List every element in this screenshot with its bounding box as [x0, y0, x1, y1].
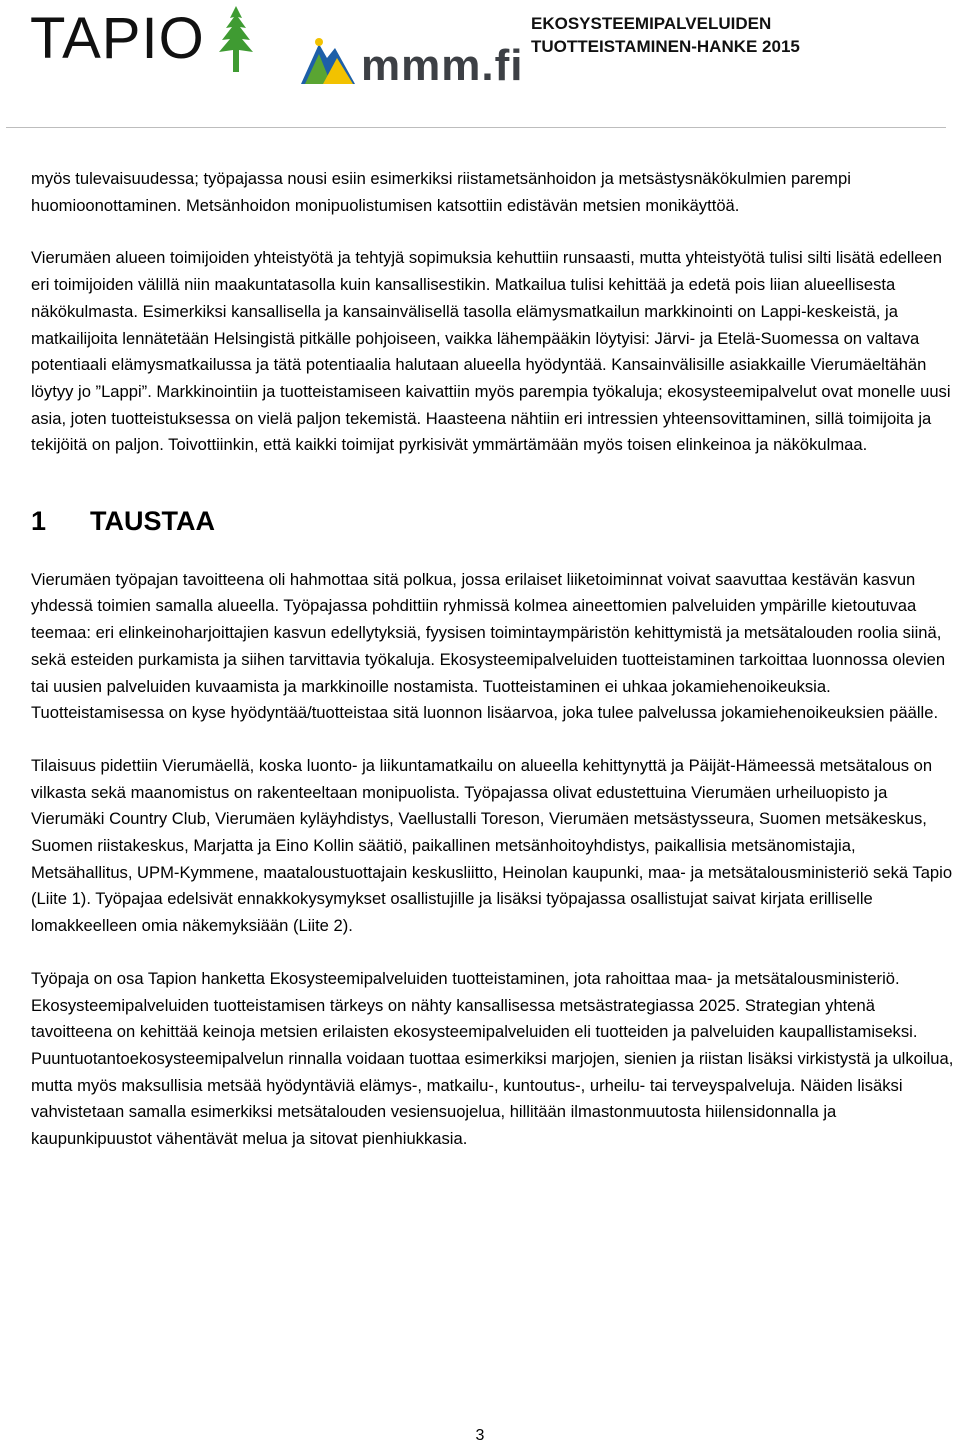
- project-title-line-2: TUOTTEISTAMINEN-HANKE 2015: [531, 37, 800, 56]
- mmm-wordmark: mmm.fi: [361, 41, 524, 90]
- section-title: TAUSTAA: [90, 506, 216, 537]
- mmm-logo-icon: [297, 32, 357, 88]
- section-number: 1: [31, 506, 47, 537]
- tapio-wordmark: TAPIO: [30, 6, 205, 71]
- project-title-line-1: EKOSYSTEEMIPALVELUIDEN: [531, 14, 772, 33]
- paragraph: Työpaja on osa Tapion hanketta Ekosysteemipalveluiden tuotteistaminen, jota rahoittaa maa- ja metsätalousministeriö. Ekosysteemipalveluiden tuotteistamisen tärkeys on nähty kansallisessa metsästrategiassa 2025. Strategian yhtenä tavoitteena on kehittää keinoja metsien erilaisten ekosysteemipalveluiden eli tuotteiden ja palveluiden kaupallistamiseksi. Puuntuotantoekosysteemipalvelun rinnalla voidaan tuottaa esimerkiksi marjojen, sienien ja riistan lisäksi virkistystä ja ulkoilua, mutta myös maksullisia metsää hyödyntäviä elämys-, matkailu-, kuntoutus-, urheilu- tai terveyspalveluja. Näiden lisäksi vahvistetaan samalla esimerkiksi metsätalouden vesiensuojelua, hillitään ilmastonmuutosta hiilensidonnalla ja kaupunkipuustot vähentävät melua ja sitovat pienhiukkasia.: [31, 968, 954, 1149]
- tapio-tree-icon: [215, 6, 257, 72]
- section-heading: [31, 507, 956, 537]
- page-number: 3: [475, 1427, 485, 1444]
- mmm-logo: [297, 28, 523, 88]
- paragraph: Tilaisuus pidettiin Vierumäellä, koska luonto- ja liikuntamatkailu on alueella kehittynyttä ja Päijät-Hämeessä metsätalous on vilkasta sekä maanomistus on rakenteeltaan monipuolista. Työpajassa olivat edustettuina Vierumäen urheiluopisto ja Vierumäki Country Club, Vierumäen kyläyhdistys, Vaellustalli Toreson, Vierumäen metsästysseura, Suomen metsäkeskus, Suomen riistakeskus, Marjatta ja Eino Kollin säätiö, paikallinen metsänhoitoyhdistys, paikallisia metsänomistajia, Metsähallitus, UPM-Kymmene, maataloustuottajain keskusliitto, Heinolan kaupunki, maa- ja metsätalousministeriö sekä Tapio (Liite 1). Työpajaa edelsivät ennakkokysymykset osallistujille ja lisäksi työpajassa osallistujat saivat kirjata erilliselle lomakkeelleen omia näkemyksiään (Liite 2).: [31, 755, 953, 936]
- document-body: [31, 166, 956, 1179]
- header-divider: [6, 127, 946, 128]
- page-header: [0, 0, 960, 132]
- project-title: [531, 12, 800, 58]
- paragraph: Vierumäen työpajan tavoitteena oli hahmottaa sitä polkua, jossa erilaiset liiketoiminnat voivat saavuttaa kestävän kasvun yhdessä toimien samalla alueella. Työpajassa pohdittiin ryhmissä kolmea aineettomien palveluiden ympärille kietoutuvaa teemaa: eri elinkeinoharjoittajien kasvun edellytyksiä, fyysisen toimintaympäristön kehittymistä ja metsätalouden roolia siinä, sekä esteiden purkamista ja siihen tarvittavia työkaluja. Ekosysteemipalveluiden tuotteistaminen tarkoittaa luonnossa olevien tai uusien palveluiden kuvaamista ja markkinoille nostamista. Tuotteistaminen ei uhkaa jokamiehenoikeuksia. Tuotteistamisessa on kyse hyödyntää/tuotteistaa sitä luonnon lisäarvoa, joka tulee palvelussa jokamiehenoikeuksien päälle.: [31, 569, 946, 723]
- paragraph: Vierumäen alueen toimijoiden yhteistyötä ja tehtyjä sopimuksia kehuttiin runsaasti, mutta yhteistyötä tulisi silti lisätä edelleen eri toimijoiden välillä niin maakuntatasolla kuin kansallisestikin. Matkailua tulisi kehittää ja edetä pois liian alueellisesta näkökulmasta. Esimerkiksi kansallisella ja kansainvälisellä tasolla elämysmatkailun markkinointi on Lappi-keskeistä, ja matkailijoita lennätetään Helsingistä pitkälle pohjoiseen, vaikka lähempääkin löytyisi: Järvi- ja Etelä-Suomessa on valtava potentiaali elämysmatkailussa ja tätä potentiaalia halutaan alueella hyödyntää. Kansainvälisille asiakkaille Vierumäeltähän löytyy jo ”Lappi”. Markkinointiin ja tuotteistamiseen kaivattiin myös parempia työkaluja; ekosysteemipalvelut ovat monelle uusi asia, joten tuotteistuksessa on vielä paljon tekemistä. Haasteena nähtiin eri intressien yhteensovittaminen, sillä toimijoita ja tekijöitä on paljon. Toivottiinkin, että kaikki toimijat pyrkisivät ymmärtämään myös toisen elinkeinoa ja näkökulmaa.: [31, 248, 951, 455]
- tapio-logo: [30, 4, 257, 74]
- paragraph: myös tulevaisuudessa; työpajassa nousi esiin esimerkiksi riistametsänhoidon ja metsästysnäkökulmien parempi huomioonottaminen. Metsänhoidon monipuolistumisen katsottiin edistävän metsien monikäyttöä.: [31, 169, 851, 215]
